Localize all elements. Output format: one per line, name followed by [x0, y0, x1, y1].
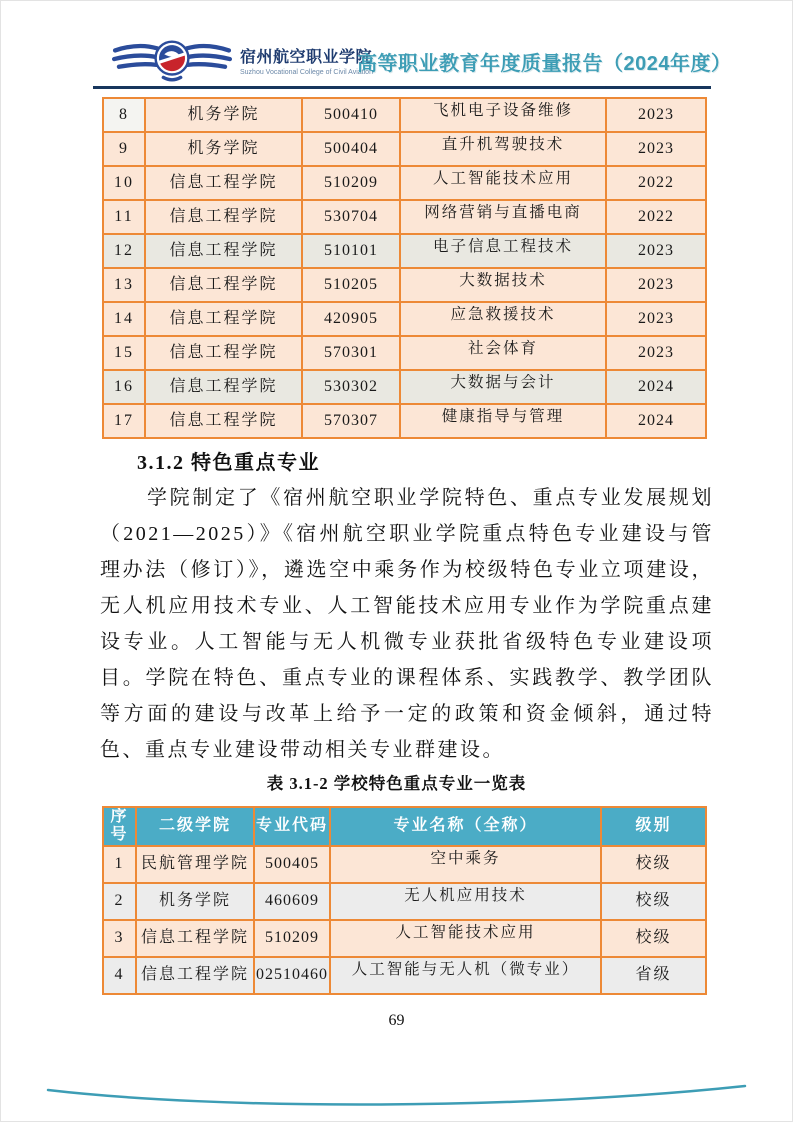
page-number: 69: [388, 1012, 405, 1029]
cell-college: 信息工程学院: [145, 336, 302, 370]
cell-level: 省级: [601, 957, 706, 994]
cell-year: 2022: [606, 200, 706, 234]
cell-college: 机务学院: [145, 132, 302, 166]
footer-wave-decoration: [40, 1082, 753, 1116]
cell-college: 信息工程学院: [136, 920, 254, 957]
cell-serial: 15: [103, 336, 145, 370]
cell-major: 无人机应用技术: [330, 883, 601, 920]
header-divider: [93, 86, 711, 89]
cell-code: 420905: [302, 302, 400, 336]
cell-code: 570307: [302, 404, 400, 438]
table-row: [103, 846, 706, 883]
table-caption: 表 3.1-2 学校特色重点专业一览表: [266, 774, 527, 793]
cell-serial: 11: [103, 200, 145, 234]
cell-serial: 12: [103, 234, 145, 268]
majors-table-continued: [102, 97, 707, 439]
cell-major: 大数据与会计: [400, 370, 606, 404]
cell-code: 500404: [302, 132, 400, 166]
cell-major: 电子信息工程技术: [400, 234, 606, 268]
table-row: [103, 98, 706, 132]
table-header-row: [103, 807, 706, 846]
featured-majors-table: [102, 806, 707, 995]
cell-level: 校级: [601, 883, 706, 920]
cell-serial: 10: [103, 166, 145, 200]
cell-serial: 8: [103, 98, 145, 132]
cell-code: 500410: [302, 98, 400, 132]
table-row: [103, 883, 706, 920]
cell-serial: 17: [103, 404, 145, 438]
cell-serial: 9: [103, 132, 145, 166]
cell-serial: 14: [103, 302, 145, 336]
cell-college: 机务学院: [145, 98, 302, 132]
cell-year: 2023: [606, 132, 706, 166]
cell-major: 大数据技术: [400, 268, 606, 302]
college-name-english: Suzhou Vocational College of Civil Aviation: [240, 69, 373, 76]
cell-year: 2023: [606, 268, 706, 302]
cell-year: 2023: [606, 234, 706, 268]
table-row: [103, 920, 706, 957]
cell-college: 信息工程学院: [145, 302, 302, 336]
college-name: 宿州航空职业学院: [240, 49, 373, 66]
cell-major: 飞机电子设备维修: [400, 98, 606, 132]
report-title: 高等职业教育年度质量报告（2024年度）: [357, 53, 732, 75]
cell-serial: 3: [103, 920, 136, 957]
table-row: [103, 336, 706, 370]
cell-serial: 13: [103, 268, 145, 302]
table-row: [103, 200, 706, 234]
cell-college: 信息工程学院: [145, 234, 302, 268]
college-name-block: [240, 44, 373, 76]
cell-level: 校级: [601, 846, 706, 883]
cell-college: 信息工程学院: [145, 268, 302, 302]
cell-major: 空中乘务: [330, 846, 601, 883]
header-level: 级别: [601, 807, 706, 846]
cell-code: 02510460: [254, 957, 330, 994]
table-row: [103, 234, 706, 268]
cell-code: 510101: [302, 234, 400, 268]
cell-code: 570301: [302, 336, 400, 370]
cell-year: 2023: [606, 336, 706, 370]
table-row: [103, 957, 706, 994]
table-row: [103, 166, 706, 200]
cell-code: 530704: [302, 200, 400, 234]
cell-code: 500405: [254, 846, 330, 883]
cell-major: 人工智能与无人机（微专业）: [330, 957, 601, 994]
cell-college: 信息工程学院: [145, 404, 302, 438]
cell-college: 信息工程学院: [136, 957, 254, 994]
cell-major: 人工智能技术应用: [330, 920, 601, 957]
cell-serial: 2: [103, 883, 136, 920]
cell-college: 信息工程学院: [145, 370, 302, 404]
cell-serial: 4: [103, 957, 136, 994]
cell-serial: 16: [103, 370, 145, 404]
cell-year: 2023: [606, 302, 706, 336]
cell-major: 网络营销与直播电商: [400, 200, 606, 234]
cell-code: 510209: [254, 920, 330, 957]
cell-college: 信息工程学院: [145, 166, 302, 200]
header-college: 二级学院: [136, 807, 254, 846]
header-major: 专业名称（全称）: [330, 807, 601, 846]
cell-major: 直升机驾驶技术: [400, 132, 606, 166]
table-row: [103, 370, 706, 404]
cell-year: 2024: [606, 404, 706, 438]
cell-year: 2024: [606, 370, 706, 404]
cell-year: 2023: [606, 98, 706, 132]
college-logo-icon: [108, 34, 236, 88]
cell-year: 2022: [606, 166, 706, 200]
cell-code: 530302: [302, 370, 400, 404]
cell-college: 民航管理学院: [136, 846, 254, 883]
table-row: [103, 404, 706, 438]
cell-code: 460609: [254, 883, 330, 920]
cell-college: 机务学院: [136, 883, 254, 920]
header-serial: 序号: [103, 807, 136, 846]
body-paragraph: 学院制定了《宿州航空职业学院特色、重点专业发展规划（2021—2025）》《宿州航空职业学院重点特色专业建设与管理办法（修订）》，遴选空中乘务作为校级特色专业立项建设，无人机应用技术专业、人工智能技术应用专业作为学院重点建设专业。人工智能与无人机微专业获批省级特色专业建设项目。学院在特色、重点专业的课程体系、实践教学、教学团队等方面的建设与改革上给予一定的政策和资金倾斜，通过特色、重点专业建设带动相关专业群建设。: [100, 487, 714, 761]
cell-code: 510209: [302, 166, 400, 200]
cell-serial: 1: [103, 846, 136, 883]
table-row: [103, 132, 706, 166]
cell-level: 校级: [601, 920, 706, 957]
header-code: 专业代码: [254, 807, 330, 846]
cell-code: 510205: [302, 268, 400, 302]
cell-college: 信息工程学院: [145, 200, 302, 234]
cell-major: 健康指导与管理: [400, 404, 606, 438]
section-heading: 3.1.2 特色重点专业: [137, 452, 320, 474]
cell-major: 人工智能技术应用: [400, 166, 606, 200]
table-row: [103, 302, 706, 336]
table-row: [103, 268, 706, 302]
cell-major: 应急救援技术: [400, 302, 606, 336]
cell-major: 社会体育: [400, 336, 606, 370]
